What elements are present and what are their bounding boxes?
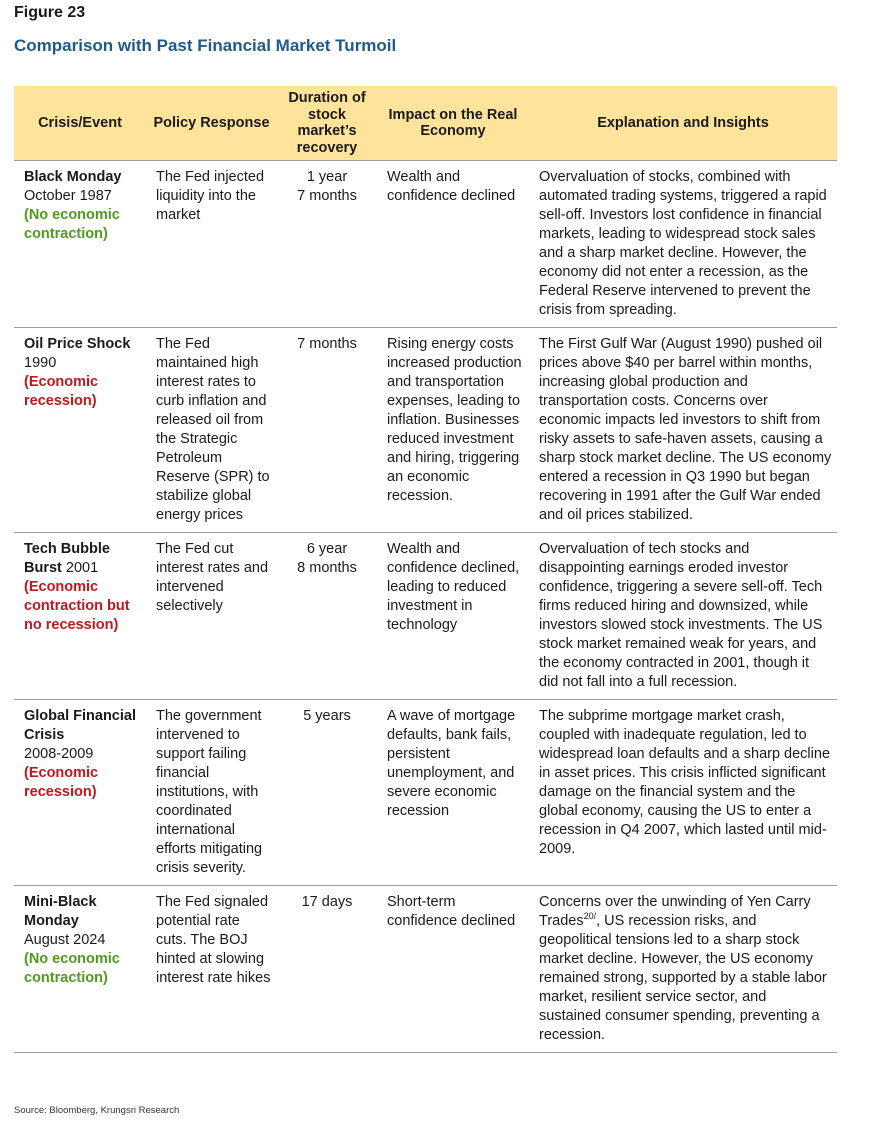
explanation-cell: Overvaluation of stocks, combined with automated trading systems, triggered a rapid sell-off. Investors lost confidence in financial markets, leading to widespread stock sales and a sharp market decline. However, the economy did not enter a recession, as the Federal Reserve intervened to prevent the crisis from spreading. xyxy=(529,161,837,328)
duration-line-2: 8 months xyxy=(297,560,357,576)
event-name: Black Monday xyxy=(24,169,122,185)
event-name: Mini-Black Monday xyxy=(24,894,97,929)
duration-cell xyxy=(277,328,377,533)
explanation-cell: The subprime mortgage market crash, coupled with inadequate regulation, led to widespread loan defaults and a sharp decline in asset prices. This crisis inflicted significant damage on the financial system and the global economy, causing the US to enter a recession in Q4 2007, which lasted until mid-2009. xyxy=(529,700,837,886)
policy-cell: The Fed cut interest rates and intervened selectively xyxy=(146,533,277,700)
figure-title: Comparison with Past Financial Market Turmoil xyxy=(14,36,397,55)
header-crisis-event: Crisis/Event xyxy=(14,86,146,161)
table-row xyxy=(14,533,837,700)
event-cell xyxy=(14,533,146,700)
event-date: 2001 xyxy=(65,560,99,576)
duration-line-2: 7 months xyxy=(297,188,357,204)
impact-cell: A wave of mortgage defaults, bank fails, persistent unemployment, and severe economic recession xyxy=(377,700,529,886)
event-cell xyxy=(14,886,146,1053)
duration-line-1: 7 months xyxy=(297,336,357,352)
event-status: (Economic recession) xyxy=(24,765,99,800)
event-status: (No economic contraction) xyxy=(24,207,120,242)
header-impact: Impact on the Real Economy xyxy=(377,86,529,161)
event-cell xyxy=(14,328,146,533)
event-name: Global Financial Crisis xyxy=(24,708,136,743)
impact-cell: Rising energy costs increased production and transportation expenses, leading to inflation. Businesses reduced investment and hiring, triggering an economic recession. xyxy=(377,328,529,533)
policy-cell: The Fed maintained high interest rates to curb inflation and released oil from the Strategic Petroleum Reserve (SPR) to stabilize global energy prices xyxy=(146,328,277,533)
event-cell xyxy=(14,161,146,328)
event-status: (Economic contraction but no recession) xyxy=(24,579,130,633)
event-date: October 1987 xyxy=(24,188,112,204)
duration-line-1: 6 year xyxy=(306,541,348,557)
duration-cell xyxy=(277,533,377,700)
duration-cell xyxy=(277,700,377,886)
impact-cell: Wealth and confidence declined xyxy=(377,161,529,328)
source-note: Source: Bloomberg, Krungsri Research xyxy=(14,1105,180,1116)
header-duration: Duration of stock market’s recovery xyxy=(277,86,377,161)
explanation-text-cont: , US recession risks, and geopolitical tensions led to a sharp stock market decline. However, the US economy remained strong, supported by a stable labor market, resilient service sector, and sustained consumer spending, preventing a recession. xyxy=(539,913,827,1043)
table-row xyxy=(14,886,837,1053)
event-name: Tech Bubble Burst xyxy=(24,541,110,576)
event-date: August 2024 xyxy=(24,932,106,948)
table-row xyxy=(14,328,837,533)
policy-cell: The Fed injected liquidity into the market xyxy=(146,161,277,328)
header-policy-response: Policy Response xyxy=(146,86,277,161)
table-row xyxy=(14,700,837,886)
duration-cell xyxy=(277,161,377,328)
event-date: 2008-2009 xyxy=(24,746,94,762)
figure-label: Figure 23 xyxy=(14,4,86,21)
event-name: Oil Price Shock xyxy=(24,336,131,352)
explanation-cell: Overvaluation of tech stocks and disappointing earnings eroded investor confidence, triggering a severe sell-off. Tech firms reduced hiring and downsized, while investors slowed stock investments. The US stock market remained weak for years, and the economy contracted in 2001, though it did not fall into a full recession. xyxy=(529,533,837,700)
duration-cell xyxy=(277,886,377,1053)
header-explanation: Explanation and Insights xyxy=(529,86,837,161)
impact-cell: Short-term confidence declined xyxy=(377,886,529,1053)
duration-line-1: 17 days xyxy=(301,894,353,910)
comparison-table xyxy=(14,86,837,1053)
policy-cell: The government intervened to support failing financial institutions, with coordinated international efforts mitigating crisis severity. xyxy=(146,700,277,886)
policy-cell: The Fed signaled potential rate cuts. The BOJ hinted at slowing interest rate hikes xyxy=(146,886,277,1053)
event-status: (No economic contraction) xyxy=(24,951,120,986)
footnote-ref: 20/ xyxy=(583,911,597,922)
duration-line-1: 1 year xyxy=(306,169,348,185)
table-row xyxy=(14,161,837,328)
event-date: 1990 xyxy=(24,355,57,371)
duration-line-1: 5 years xyxy=(303,708,351,724)
event-status: (Economic recession) xyxy=(24,374,99,409)
impact-cell: Wealth and confidence declined, leading to reduced investment in technology xyxy=(377,533,529,700)
explanation-cell xyxy=(529,886,837,1053)
explanation-text: Concerns over the unwinding of Yen Carry Trades xyxy=(539,894,811,929)
explanation-cell: The First Gulf War (August 1990) pushed oil prices above $40 per barrel within months, increasing global production and transportation costs. Concerns over economic impacts led investors to shift from risky assets to safe-haven assets, causing a sharp stock market decline. The US economy entered a recession in Q3 1990 but began recovering in 1991 after the Gulf War ended and oil prices stabilized. xyxy=(529,328,837,533)
event-cell xyxy=(14,700,146,886)
table-header-row xyxy=(14,86,837,161)
